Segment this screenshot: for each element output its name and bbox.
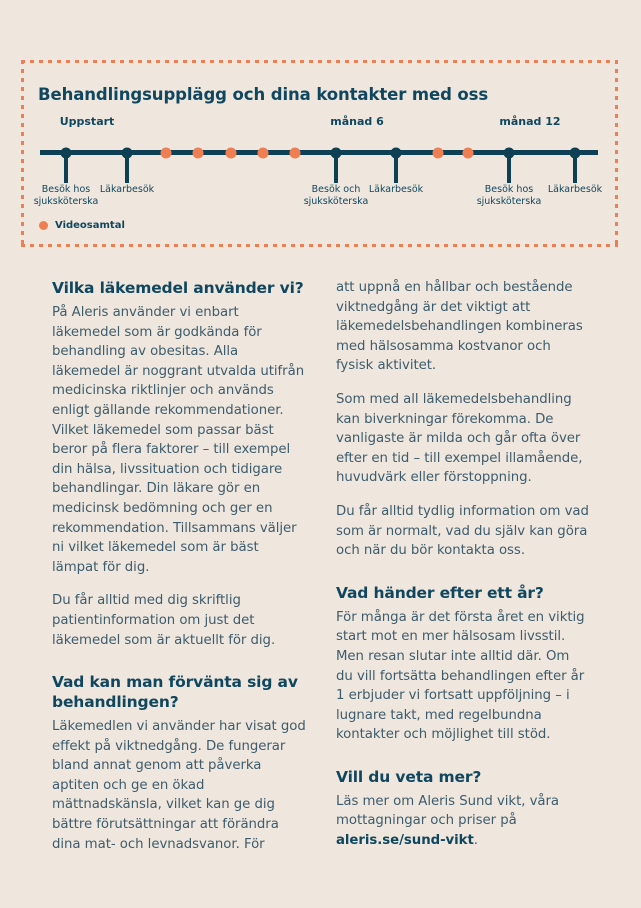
paragraph-which-medicines-1: På Aleris använder vi enbart läkemedel som är godkända för behandling av obesitas. Alla läkemedel är noggrant utvalda utifrån medicinska riktlinjer och används enligt gällande rekommendationer. Vilket läkemedel som passar bäst beror på flera faktorer – till exempel din hälsa, livssituation och tidigare behandlingar. Din läkare gör en medicinsk bedömning och ger en rekommendation. Tillsammans väljer ni vilket läkemedel som är bäst lämpat för dig. (52, 305, 305, 575)
timeline-video-call-marker (258, 147, 269, 158)
timeline-top-label: månad 6 (330, 115, 384, 128)
read-more-prefix: Läs mer om Aleris Sund vikt, våra mottagningar och priser på (336, 793, 560, 829)
paragraph-which-medicines-2: Du får alltid med dig skriftlig patientinformation om just det läkemedel som är aktuellt för dig. (52, 593, 276, 648)
video-call-dot-icon (258, 147, 269, 158)
timeline-node-label: Läkarbesök (368, 184, 424, 195)
timeline-node-label: Besök och sjuksköterska (303, 184, 369, 207)
paragraph-what-to-expect-1: Läkemedlen vi använder har visat god effekt på viktnedgång. De fungerar bland annat genom att påverka aptiten och ge en ökad mättnadskänsla, vilket kan ge dig bättre förutsättningar att förändra dina mat- och levnadsvanor. För (52, 719, 306, 852)
video-call-dot-icon (433, 147, 444, 158)
heading-which-medicines: Vilka läkemedel använder vi? (52, 279, 304, 297)
timeline-top-label: månad 12 (499, 115, 561, 128)
timeline-video-call-marker (463, 147, 474, 158)
timeline-node-label: Besök hos sjuksköterska (476, 184, 542, 207)
heading-what-to-expect: Vad kan man förvänta sig av behandlingen? (52, 673, 298, 712)
visit-dot-icon (331, 147, 342, 158)
paragraph-want-to-know-more (336, 792, 590, 851)
timeline-legend (39, 220, 125, 231)
visit-dot-icon (570, 147, 581, 158)
read-more-suffix: . (473, 833, 478, 849)
paragraph-side-effects: Som med all läkemedelsbehandling kan biverkningar förekomma. De vanligaste är milda och går ofta över efter en tid – till exempel illamående, huvudvärk eller förstoppning. (336, 391, 583, 486)
timeline-title: Behandlingsupplägg och dina kontakter med oss (38, 85, 489, 104)
video-call-dot-icon (193, 147, 204, 158)
timeline-node-stem (394, 155, 398, 183)
timeline-video-call-marker (226, 147, 237, 158)
left-column (52, 278, 306, 854)
article-content (52, 278, 590, 854)
timeline-video-call-marker (433, 147, 444, 158)
timeline-video-call-marker (193, 147, 204, 158)
paragraph-after-one-year: För många är det första året en viktig start mot en mer hälsosam livsstil. Men resan slutar inte alltid där. Om du vill fortsätta behandlingen efter år 1 erbjuder vi fortsatt uppföljning – i lugnare takt, med regelbundna kontakter och möjlighet till stöd. (336, 609, 585, 743)
treatment-timeline-card (21, 60, 618, 247)
visit-dot-icon (61, 147, 72, 158)
paragraph-clear-information: Du får alltid tydlig information om vad som är normalt, vad du själv kan göra och när du bör kontakta oss. (336, 503, 589, 559)
timeline-node-stem (334, 155, 338, 183)
aleris-website-link[interactable]: aleris.se/sund-vikt (336, 833, 474, 849)
timeline-visit-marker (122, 147, 133, 158)
visit-dot-icon (504, 147, 515, 158)
right-column (336, 278, 590, 854)
timeline-node-stem (64, 155, 68, 183)
timeline-node-label: Läkarbesök (99, 184, 155, 195)
visit-dot-icon (391, 147, 402, 158)
timeline-node-stem (573, 155, 577, 183)
timeline-top-label: Uppstart (59, 115, 115, 128)
video-call-dot-icon (290, 147, 301, 158)
visit-dot-icon (122, 147, 133, 158)
video-call-dot-icon (226, 147, 237, 158)
timeline-visit-marker (61, 147, 72, 158)
paragraph-what-to-expect-2: att uppnå en hållbar och bestående viktnedgång är det viktigt att läkemedelsbehandlingen kombineras med hälsosamma kostvanor och fysisk aktivitet. (336, 280, 583, 374)
timeline-node-stem (125, 155, 129, 183)
timeline-visit-marker (504, 147, 515, 158)
timeline-visit-marker (391, 147, 402, 158)
video-call-dot-icon (463, 147, 474, 158)
timeline-node-label: Läkarbesök (547, 184, 603, 195)
timeline-legend-label: Videosamtal (55, 220, 125, 231)
video-call-dot-icon (161, 147, 172, 158)
timeline-video-call-marker (161, 147, 172, 158)
timeline-visit-marker (331, 147, 342, 158)
heading-want-to-know-more: Vill du veta mer? (336, 767, 482, 786)
timeline-node-stem (507, 155, 511, 183)
timeline-node-label: Besök hos sjuksköterska (33, 184, 99, 207)
timeline-visit-marker (570, 147, 581, 158)
timeline-video-call-marker (290, 147, 301, 158)
heading-after-one-year: Vad händer efter ett år? (336, 583, 544, 602)
video-call-dot-icon (39, 221, 48, 230)
